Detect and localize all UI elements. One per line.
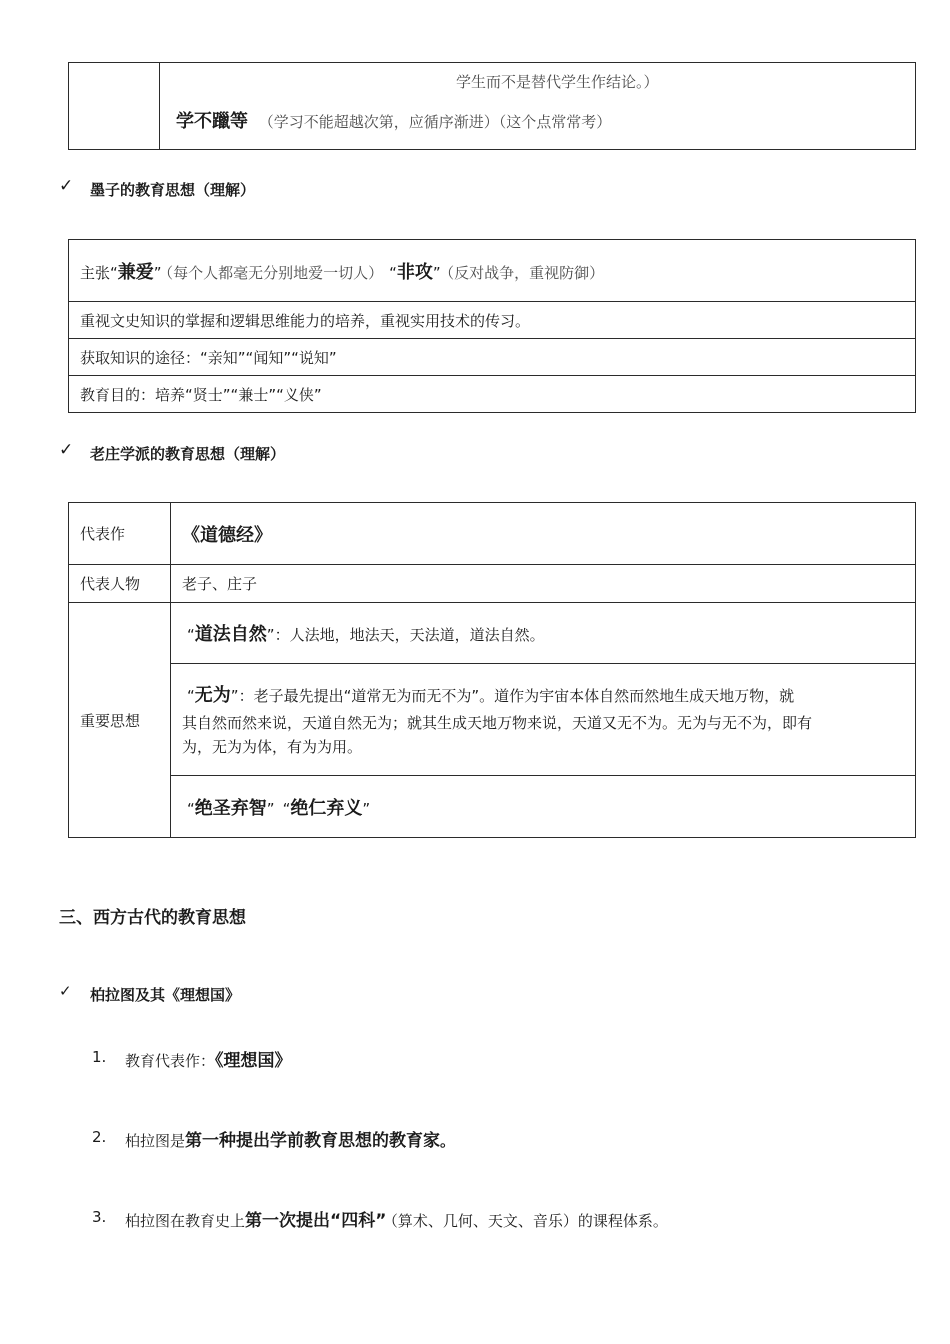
value-work: 《道德经》	[171, 503, 916, 565]
idea-daofaziran: “道法自然”：人法地，地法天，天法道，道法自然。	[171, 603, 916, 664]
table-right-cell	[160, 63, 916, 150]
idea-juesheng: “绝圣弃智” “绝仁弃义”	[171, 776, 916, 838]
table-left-cell	[69, 63, 160, 150]
term-feigong: 非攻	[396, 261, 433, 283]
label-work: 代表作	[69, 503, 171, 565]
list-item-number: 3.	[92, 1208, 107, 1226]
list-item: 柏拉图是第一种提出学前教育思想的教育家。	[125, 1131, 456, 1151]
term-jianai: 兼爱	[117, 261, 154, 283]
plato-heading: 柏拉图及其《理想国》	[90, 986, 241, 1004]
mozi-row-jianai: 主张“兼爱” （每个人都毫无分别地爱一切人） “非攻” （反对战争，重视防御）	[69, 240, 916, 302]
label-ideas: 重要思想	[69, 603, 171, 838]
label-people: 代表人物	[69, 565, 171, 603]
xue-bu-lie-deng-row	[176, 107, 611, 133]
mozi-heading: 墨子的教育思想（理解）	[90, 181, 256, 199]
term-xue-bu-lie-deng: 学不躐等	[176, 111, 248, 132]
list-item-number: 2.	[92, 1128, 107, 1146]
check-icon: ✓	[59, 982, 72, 1000]
idea-wuwei: “无为”：老子最先提出“道常无为而无不为”。道作为宇宙本体自然而然地生成天地万物，就 其自然而然来说，天道自然无为；就其生成天地万物来说，天道又无不为。无为与无不为，即有 为，无为为体，有为为用。	[171, 664, 916, 776]
laozhuang-heading: 老庄学派的教育思想（理解）	[90, 445, 286, 463]
term-explain: （学习不能超越次第，应循序渐进）（这个点常常考）	[258, 113, 612, 131]
check-icon: ✓	[59, 176, 74, 196]
table-laozhuang	[68, 502, 916, 838]
list-item: 教育代表作：《理想国》	[125, 1051, 292, 1071]
mozi-row-knowledge: 重视文史知识的掌握和逻辑思维能力的培养，重视实用技术的传习。	[69, 302, 916, 339]
mozi-row-ways: 获取知识的途径：“亲知”“闻知”“说知”	[69, 339, 916, 376]
section-title-west: 三、西方古代的教育思想	[59, 908, 246, 928]
mozi-row-aim: 教育目的：培养“贤士”“兼士”“义侠”	[69, 376, 916, 413]
list-item-number: 1.	[92, 1048, 107, 1066]
table-mozi	[68, 239, 916, 413]
table-xueji-continuation	[68, 62, 916, 150]
continuation-text: 学生而不是替代学生作结论。）	[456, 73, 659, 91]
value-people: 老子、庄子	[171, 565, 916, 603]
list-item: 柏拉图在教育史上第一次提出“四科” （算术、几何、天文、音乐）的课程体系。	[125, 1211, 668, 1231]
check-icon: ✓	[59, 440, 74, 460]
